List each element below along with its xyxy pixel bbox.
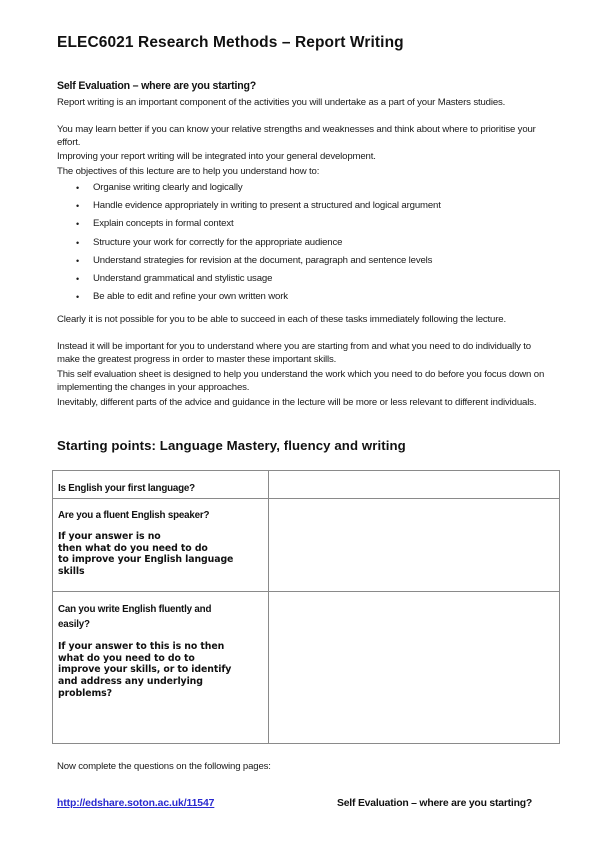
bullet-icon: • (76, 219, 80, 230)
body-paragraph-4: Inevitably, different parts of the advice and guidance in the lecture will be more or less relevant to different individuals. (57, 397, 537, 408)
answer-field-first-language[interactable] (269, 471, 559, 498)
bullet-icon: • (76, 292, 80, 303)
self-evaluation-table (52, 470, 560, 744)
bullet-icon: • (76, 255, 80, 266)
answer-cell[interactable] (269, 499, 560, 592)
section-heading-starting-points: Starting points: Language Mastery, fluency and writing (57, 438, 406, 453)
table-row (53, 592, 560, 744)
bullet-icon: • (76, 237, 80, 248)
objective-item: • Structure your work for correctly for the appropriate audience (76, 236, 343, 248)
question-cell (53, 499, 269, 592)
body-paragraph-1: Clearly it is not possible for you to be able to succeed in each of these tasks immediately following the lecture. (57, 314, 506, 325)
question-cell (53, 471, 269, 499)
edshare-link[interactable]: http://edshare.soton.ac.uk/11547 (57, 798, 215, 809)
intro-paragraph-3: Improving your report writing will be integrated into your general development. (57, 151, 376, 162)
question-text: Can you write English fluently and easily? (58, 604, 212, 630)
objectives-list (57, 182, 441, 309)
objective-item: • Understand grammatical and stylistic usage (76, 272, 273, 284)
answer-cell[interactable] (269, 592, 560, 744)
document-title: ELEC6021 Research Methods – Report Writing (57, 34, 404, 51)
footer-title: Self Evaluation – where are you starting? (337, 798, 533, 809)
closing-note: Now complete the questions on the following pages: (57, 761, 271, 772)
question-text: Is English your first language? (58, 483, 195, 494)
answer-field-write-fluently[interactable] (269, 592, 559, 743)
intro-paragraph-1: Report writing is an important component of the activities you will undertake as a part of your Masters studies. (57, 97, 506, 108)
body-paragraph-3: This self evaluation sheet is designed to help you understand the work which you need to do before you focus down on implementing the changes in your approaches. (57, 369, 545, 393)
bullet-icon: • (76, 183, 80, 193)
answer-field-fluent-speaker[interactable] (269, 499, 559, 591)
objective-item: • Handle evidence appropriately in writing to present a structured and logical argument (76, 200, 441, 212)
table-row (53, 471, 560, 499)
intro-paragraph-2: You may learn better if you can know your relative strengths and weaknesses and think about where to prioritise your effort. (57, 124, 536, 148)
followup-text: If your answer is no then what do you need to do to improve your English language skills (58, 531, 234, 578)
answer-cell[interactable] (269, 471, 560, 499)
followup-text: If your answer to this is no then what do you need to do to improve your skills, or to identify and address any underlying problems? (58, 641, 232, 699)
objective-item: • Understand strategies for revision at the document, paragraph and sentence levels (76, 254, 433, 266)
body-paragraph-2: Instead it will be important for you to understand where you are starting from and what you need to do individually to make the greatest progress in order to master these important skills. (57, 341, 531, 365)
intro-paragraph-4: The objectives of this lecture are to help you understand how to: (57, 166, 320, 177)
bullet-icon: • (76, 201, 80, 212)
objective-item: • Be able to edit and refine your own written work (76, 291, 288, 303)
table-row (53, 499, 560, 592)
question-cell (53, 592, 269, 744)
question-text: Are you a fluent English speaker? (58, 510, 210, 521)
objective-item: • Organise writing clearly and logically (76, 182, 243, 193)
objective-item: • Explain concepts in formal context (76, 218, 234, 230)
bullet-icon: • (76, 273, 80, 284)
section-heading-self-evaluation: Self Evaluation – where are you starting? (57, 80, 257, 92)
